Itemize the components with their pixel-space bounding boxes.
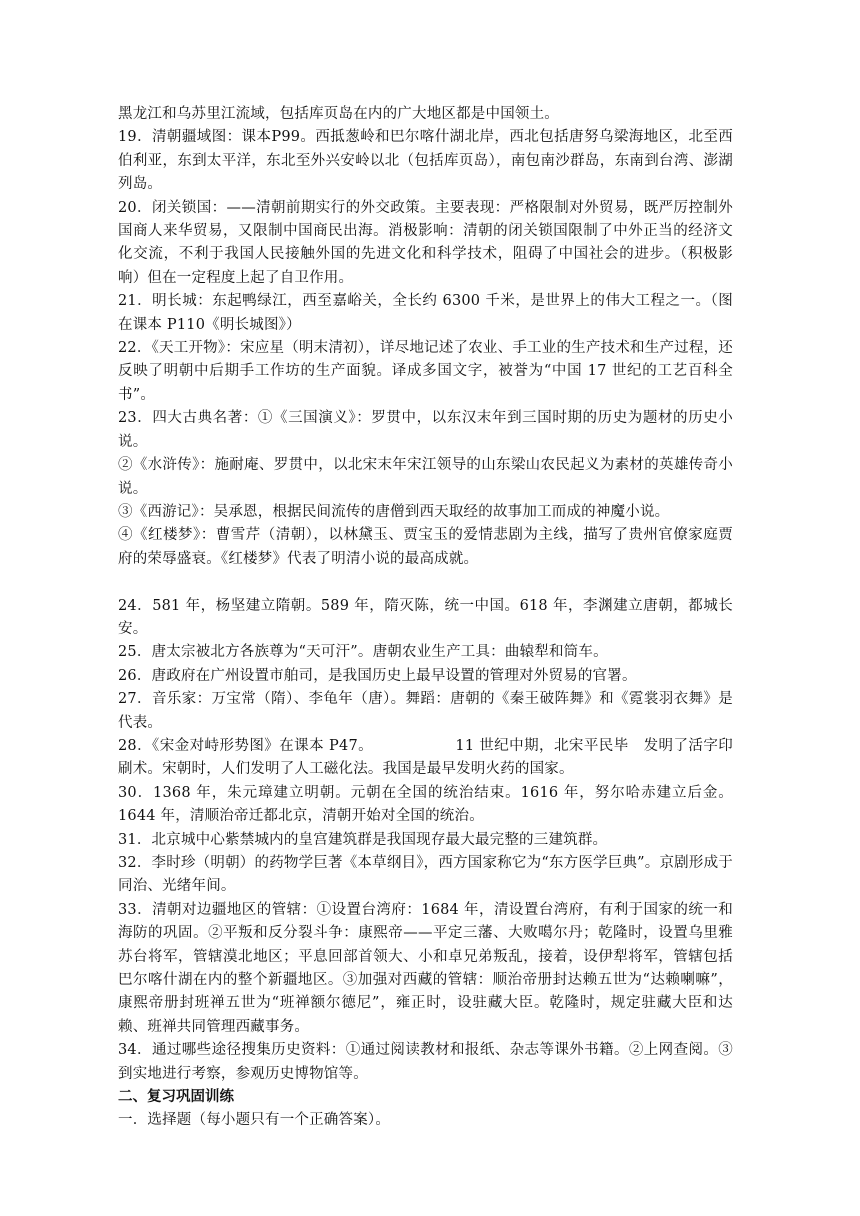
- paragraph: 33．清朝对边疆地区的管辖：①设置台湾府：1684 年，清设置台湾府，有利于国家的统一和海防的巩固。②平叛和反分裂斗争：康熙帝——平定三藩、大败噶尔丹；乾隆时，设置乌里雅苏台将军，管辖漠北地区；平息回部首领大、小和卓兄弟叛乱，接着，设伊犁将军，管辖包括巴尔喀什湖在内的整个新疆地区。③加强对西藏的管辖：顺治帝册封达赖五世为“达赖喇嘛”，康熙帝册封班禅五世为“班禅额尔德尼”，雍正时，设驻藏大臣。乾隆时，规定驻藏大臣和达赖、班禅共同管理西藏事务。: [118, 901, 733, 1035]
- paragraph: 24．581 年，杨坚建立隋朝。589 年，隋灭陈，统一中国。618 年，李渊建立唐朝，都城长安。: [118, 597, 733, 637]
- section-heading: 二、复习巩固训练: [118, 1089, 234, 1106]
- paragraph: 21．明长城：东起鸭绿江，西至嘉峪关，全长约 6300 千米，是世界上的伟大工程之一。（图在课本 P110《明长城图》）: [118, 293, 733, 333]
- paragraph: 20．闭关锁国：——清朝前期实行的外交政策。主要表现：严格限制对外贸易，既严厉控制外国商人来华贸易，又限制中国商民出海。消极影响：清朝的闭关锁国限制了中外正当的经济文化交流，不利于我国人民接触外国的先进文化和科学技术，阻碍了中国社会的进步。（积极影响）但在一定程度上起了自卫作用。: [118, 199, 733, 286]
- paragraph: 28．《宋金对峙形势图》在课本 P47。 11 世纪中期，北宋平民毕 发明了活字印刷术。宋朝时，人们发明了人工磁化法。我国是最早发明火药的国家。: [118, 737, 733, 778]
- paragraph: 22．《天工开物》：宋应星（明末清初），详尽地记述了农业、手工业的生产技术和生产过程，还反映了明朝中后期手工作坊的生产面貌。译成多国文字，被誉为“中国 17 世纪的工艺百科全书”。: [118, 340, 733, 403]
- paragraph: 26．唐政府在广州设置市舶司，是我国历史上最早设置的管理对外贸易的官署。: [118, 667, 637, 684]
- paragraph: 34．通过哪些途径搜集历史资料：①通过阅读教材和报纸、杂志等课外书籍。②上网查阅。③到实地进行考察，参观历史博物馆等。: [118, 1042, 733, 1082]
- paragraph: 31．北京城中心紫禁城内的皇宫建筑群是我国现存最大最完整的三建筑群。: [118, 831, 608, 848]
- blank-line: [118, 571, 733, 594]
- paragraph: 黑龙江和乌苏里江流域，包括库页岛在内的广大地区都是中国领土。: [118, 106, 559, 122]
- paragraph: 32．李时珍（明朝）的药物学巨著《本草纲目》，西方国家称它为“东方医学巨典”。京剧形成于同治、光绪年间。: [118, 854, 733, 895]
- paragraph: 25．唐太宗被北方各族尊为“天可汗”。唐朝农业生产工具：曲辕犁和筒车。: [118, 644, 608, 661]
- paragraph: 30．1368 年，朱元璋建立明朝。元朝在全国的统治结束。1616 年，努尔哈赤建立后金。1644 年，清顺治帝迁都北京，清朝开始对全国的统治。: [118, 784, 733, 825]
- document-body: [118, 103, 733, 1086]
- paragraph: 27．音乐家：万宝常（隋）、李龟年（唐）。舞蹈：唐朝的《秦王破阵舞》和《霓裳羽衣舞》是代表。: [118, 691, 733, 731]
- paragraph: ②《水浒传》：施耐庵、罗贯中，以北宋末年宋江领导的山东梁山农民起义为素材的英雄传奇小说。: [118, 457, 733, 497]
- paragraph: ④《红楼梦》：曹雪芹（清朝），以林黛玉、贾宝玉的爱情悲剧为主线，描写了贵州官僚家庭贾府的荣辱盛衰。《红楼梦》代表了明清小说的最高成就。: [118, 527, 733, 567]
- paragraph: ③《西游记》：吴承恩，根据民间流传的唐僧到西天取经的故事加工而成的神魔小说。: [118, 503, 670, 520]
- paragraph: 19．清朝疆域图：课本P99。西抵葱岭和巴尔喀什湖北岸，西北包括唐努乌梁海地区，北至西伯利亚，东到太平洋，东北至外兴安岭以北（包括库页岛），南包南沙群岛，东南到台湾、澎湖列岛。: [118, 129, 733, 193]
- paragraph: 23．四大古典名著：①《三国演义》：罗贯中，以东汉末年到三国时期的历史为题材的历史小说。: [118, 410, 733, 450]
- subsection-title: 一．选择题（每小题只有一个正确答案）。: [118, 1112, 391, 1129]
